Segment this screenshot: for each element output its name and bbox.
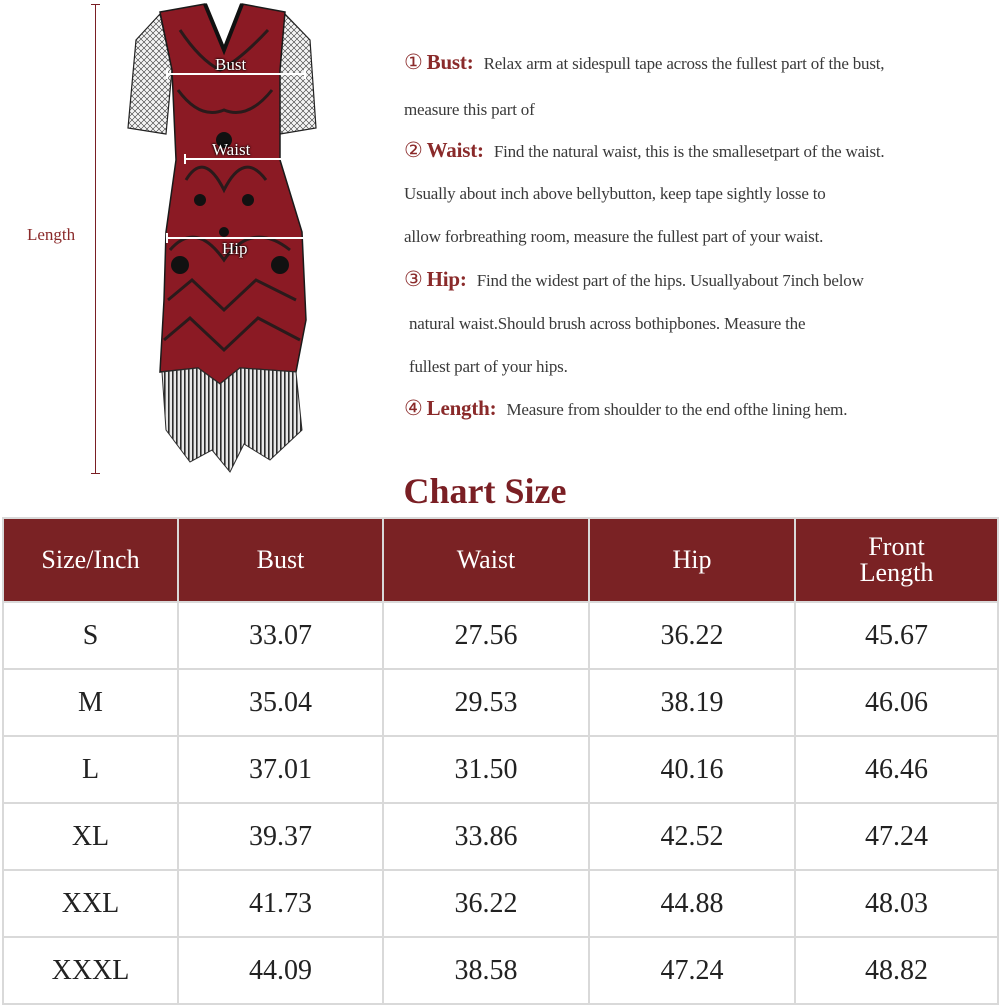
bust-heading: Bust:	[426, 50, 474, 74]
size-cell: XL	[3, 803, 178, 870]
length-measure-line	[95, 4, 96, 474]
waist-text-line-2: Usually about inch above bellybutton, keep tape sightly losse to	[404, 184, 826, 203]
hip-cell: 36.22	[589, 602, 795, 669]
bust-cell: 33.07	[178, 602, 383, 669]
hip-cell: 40.16	[589, 736, 795, 803]
hip-text-line-2: natural waist.Should brush across bothipbones. Measure the	[409, 314, 806, 333]
bust-cell: 39.37	[178, 803, 383, 870]
hip-cell: 42.52	[589, 803, 795, 870]
waist-instruction	[404, 138, 884, 163]
table-header-row	[3, 518, 998, 602]
size-cell: XXL	[3, 870, 178, 937]
table-row	[3, 937, 998, 1004]
length-cell: 48.82	[795, 937, 998, 1004]
table-row	[3, 870, 998, 937]
waist-number-icon: ②	[404, 138, 423, 162]
header-front-length: Front Length	[795, 518, 998, 602]
bust-instruction	[404, 50, 884, 75]
bust-label: Bust	[215, 55, 247, 74]
waist-cell: 29.53	[383, 669, 589, 736]
bust-cell: 35.04	[178, 669, 383, 736]
header-size: Size/Inch	[3, 518, 178, 602]
length-text-line-1: Measure from shoulder to the end ofthe lining hem.	[506, 400, 848, 419]
bust-number-icon: ①	[404, 50, 423, 74]
length-cell: 48.03	[795, 870, 998, 937]
hip-text-line-1: Find the widest part of the hips. Usuallyabout 7inch below	[476, 271, 864, 290]
bust-text-line-1: Relax arm at sidespull tape across the fullest part of the bust,	[483, 54, 885, 73]
size-cell: XXXL	[3, 937, 178, 1004]
waist-label: Waist	[212, 140, 251, 159]
hip-cell: 47.24	[589, 937, 795, 1004]
header-waist: Waist	[383, 518, 589, 602]
waist-cell: 36.22	[383, 870, 589, 937]
size-chart-table	[2, 517, 999, 1005]
hip-label: Hip	[222, 239, 248, 258]
length-cell: 47.24	[795, 803, 998, 870]
bust-text-line-2: measure this part of	[404, 100, 535, 119]
table-row	[3, 669, 998, 736]
length-heading: Length:	[426, 396, 497, 420]
length-number-icon: ④	[404, 396, 423, 420]
hip-number-icon: ③	[404, 267, 423, 291]
length-instruction	[404, 396, 847, 421]
length-cell: 46.06	[795, 669, 998, 736]
table-row	[3, 803, 998, 870]
hip-instruction	[404, 267, 864, 292]
header-hip: Hip	[589, 518, 795, 602]
hip-heading: Hip:	[426, 267, 467, 291]
bust-cell: 44.09	[178, 937, 383, 1004]
hip-text-line-3: fullest part of your hips.	[409, 357, 568, 376]
length-cell: 46.46	[795, 736, 998, 803]
waist-text-line-3: allow forbreathing room, measure the fullest part of your waist.	[404, 227, 824, 246]
chart-title: Chart Size	[403, 471, 567, 511]
size-cell: M	[3, 669, 178, 736]
hip-cell: 38.19	[589, 669, 795, 736]
bust-cell: 37.01	[178, 736, 383, 803]
table-row	[3, 602, 998, 669]
waist-text-line-1: Find the natural waist, this is the smallesetpart of the waist.	[493, 142, 885, 161]
table-row	[3, 736, 998, 803]
bust-cell: 41.73	[178, 870, 383, 937]
hip-cell: 44.88	[589, 870, 795, 937]
size-cell: S	[3, 602, 178, 669]
waist-cell: 38.58	[383, 937, 589, 1004]
waist-heading: Waist:	[426, 138, 484, 162]
waist-cell: 33.86	[383, 803, 589, 870]
dress-figure	[0, 0, 380, 485]
size-cell: L	[3, 736, 178, 803]
length-cell: 45.67	[795, 602, 998, 669]
waist-cell: 27.56	[383, 602, 589, 669]
waist-cell: 31.50	[383, 736, 589, 803]
header-bust: Bust	[178, 518, 383, 602]
length-label: Length	[27, 225, 76, 244]
